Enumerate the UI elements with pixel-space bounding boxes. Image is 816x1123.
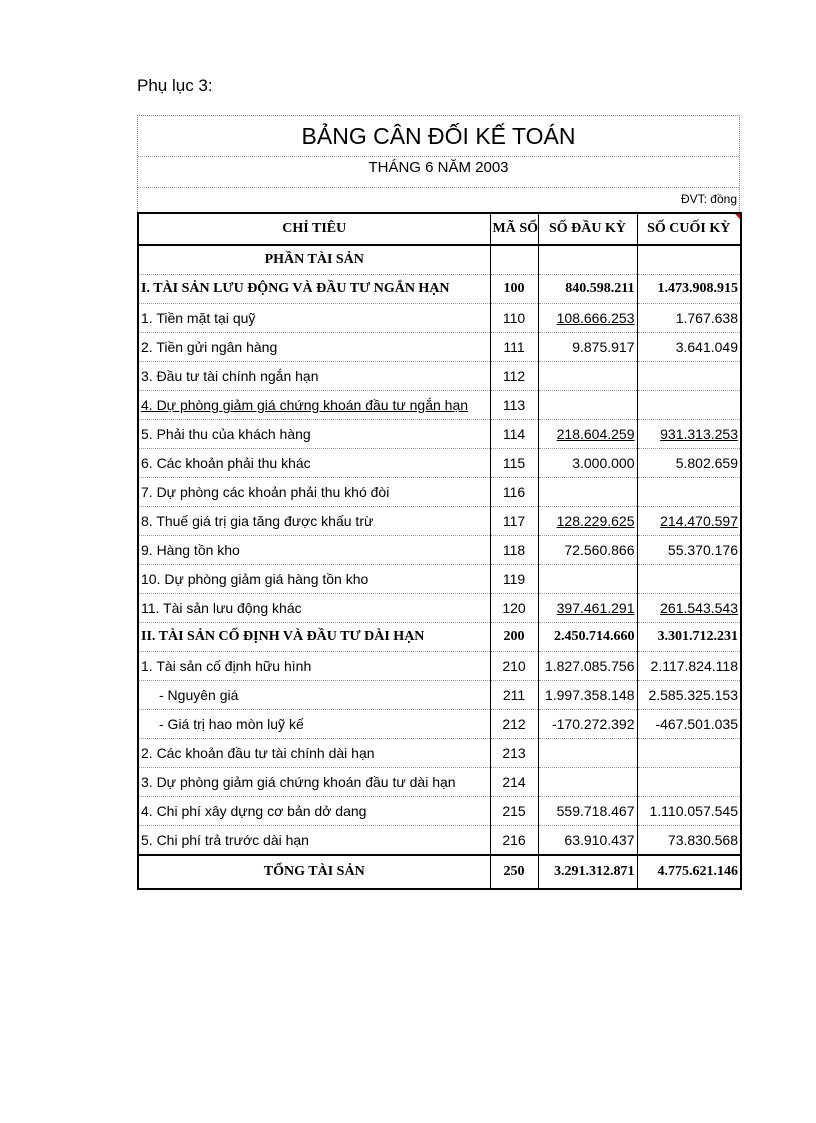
row-end-value: 2.585.325.153 — [637, 681, 741, 710]
row-code: 119 — [490, 565, 538, 594]
row-code: 112 — [490, 362, 538, 391]
row-label: 11. Tài sản lưu động khác — [138, 594, 490, 623]
row-begin-value — [538, 391, 637, 420]
row-begin-value: -170.272.392 — [538, 710, 637, 739]
column-header-row — [138, 213, 741, 245]
table-row — [138, 826, 741, 856]
table-row — [138, 304, 741, 333]
row-label: 5. Chi phí trả trước dài hạn — [138, 826, 490, 856]
table-row — [138, 768, 741, 797]
table-row — [138, 420, 741, 449]
row-label: 2. Các khoản đầu tư tài chính dài hạn — [138, 739, 490, 768]
column-header-begin: SỐ ĐẦU KỲ — [538, 213, 637, 245]
row-end-value — [637, 768, 741, 797]
row-code: 213 — [490, 739, 538, 768]
sheet-title: BẢNG CÂN ĐỐI KẾ TOÁN — [138, 116, 739, 157]
row-end-value: 3.301.712.231 — [637, 623, 741, 652]
row-end-value-value: 931.313.253 — [660, 426, 738, 442]
sheet-subtitle: THÁNG 6 NĂM 2003 — [138, 157, 739, 188]
table-row — [138, 478, 741, 507]
total-label: TỔNG TÀI SẢN — [138, 855, 490, 889]
row-end-value — [637, 245, 741, 275]
row-label: 9. Hàng tồn kho — [138, 536, 490, 565]
total-code: 250 — [490, 855, 538, 889]
column-header-end — [637, 213, 741, 245]
table-row — [138, 594, 741, 623]
row-begin-value-value: 397.461.291 — [556, 600, 635, 616]
row-label: - Giá trị hao mòn luỹ kế — [138, 710, 490, 739]
row-end-value: 73.830.568 — [637, 826, 741, 856]
table-row — [138, 507, 741, 536]
row-code: 117 — [490, 507, 538, 536]
row-label: 8. Thuế giá trị gia tăng được khấu trừ — [138, 507, 490, 536]
row-begin-value — [538, 362, 637, 391]
table-row — [138, 245, 741, 275]
row-label: PHẦN TÀI SẢN — [138, 245, 490, 275]
row-label: - Nguyên giá — [138, 681, 490, 710]
row-begin-value: 1.997.358.148 — [538, 681, 637, 710]
row-begin-value — [538, 739, 637, 768]
unit-label: ĐVT: đồng — [680, 192, 737, 206]
row-end-value — [637, 362, 741, 391]
row-begin-value — [538, 245, 637, 275]
row-code: 113 — [490, 391, 538, 420]
row-end-value: 1.110.057.545 — [637, 797, 741, 826]
row-label: 3. Đầu tư tài chính ngắn hạn — [138, 362, 490, 391]
row-end-value: 55.370.176 — [637, 536, 741, 565]
total-end-value: 4.775.621.146 — [637, 855, 741, 889]
row-end-value: 5.802.659 — [637, 449, 741, 478]
row-label: 7. Dự phòng các khoản phải thu khó đòi — [138, 478, 490, 507]
row-code: 118 — [490, 536, 538, 565]
row-code: 211 — [490, 681, 538, 710]
row-end-value — [637, 594, 741, 623]
row-begin-value: 72.560.866 — [538, 536, 637, 565]
row-begin-value-value: 128.229.625 — [556, 513, 635, 529]
row-code: 200 — [490, 623, 538, 652]
row-begin-value: 1.827.085.756 — [538, 652, 637, 681]
row-label: 10. Dự phòng giảm giá hàng tồn kho — [138, 565, 490, 594]
sheet-header — [137, 115, 740, 212]
row-begin-value — [538, 768, 637, 797]
row-label: I. TÀI SẢN LƯU ĐỘNG VÀ ĐẦU TƯ NGẮN HẠN — [138, 275, 490, 304]
table-row — [138, 391, 741, 420]
total-begin-value: 3.291.312.871 — [538, 855, 637, 889]
table-row — [138, 652, 741, 681]
row-code: 111 — [490, 333, 538, 362]
total-row — [138, 855, 741, 889]
row-label: 1. Tiền mặt tại quỹ — [138, 304, 490, 333]
row-end-value: 1.767.638 — [637, 304, 741, 333]
row-code: 214 — [490, 768, 538, 797]
row-begin-value — [538, 594, 637, 623]
row-end-value-value: 214.470.597 — [660, 513, 738, 529]
column-header-indicator: CHỈ TIÊU — [138, 213, 490, 245]
table-row — [138, 275, 741, 304]
row-label-value: 4. Dự phòng giảm giá chứng khoán đầu tư ngắn hạn — [141, 397, 469, 413]
row-code: 212 — [490, 710, 538, 739]
row-end-value: 3.641.049 — [637, 333, 741, 362]
row-code: 216 — [490, 826, 538, 856]
row-code: 114 — [490, 420, 538, 449]
row-end-value: 2.117.824.118 — [637, 652, 741, 681]
row-end-value — [637, 739, 741, 768]
row-label: 1. Tài sản cố định hữu hình — [138, 652, 490, 681]
row-begin-value: 2.450.714.660 — [538, 623, 637, 652]
appendix-label: Phụ lục 3: — [137, 76, 213, 95]
row-begin-value-value: 218.604.259 — [556, 426, 635, 442]
row-begin-value — [538, 507, 637, 536]
table-row — [138, 449, 741, 478]
row-label: II. TÀI SẢN CỐ ĐỊNH VÀ ĐẦU TƯ DÀI HẠN — [138, 623, 490, 652]
row-begin-value: 63.910.437 — [538, 826, 637, 856]
table-row — [138, 797, 741, 826]
row-begin-value — [538, 420, 637, 449]
row-end-value — [637, 507, 741, 536]
column-header-end-label: SỐ CUỐI KỲ — [647, 221, 731, 236]
row-code — [490, 245, 538, 275]
row-begin-value — [538, 304, 637, 333]
row-label: 6. Các khoản phải thu khác — [138, 449, 490, 478]
row-code: 210 — [490, 652, 538, 681]
table-row — [138, 681, 741, 710]
column-header-code: MÃ SỐ — [490, 213, 538, 245]
row-label: 5. Phải thu của khách hàng — [138, 420, 490, 449]
row-begin-value: 3.000.000 — [538, 449, 637, 478]
row-end-value — [637, 478, 741, 507]
row-end-value — [637, 565, 741, 594]
table-row — [138, 333, 741, 362]
row-end-value — [637, 391, 741, 420]
row-label — [138, 391, 490, 420]
table-row — [138, 536, 741, 565]
table-row — [138, 623, 741, 652]
row-code: 110 — [490, 304, 538, 333]
row-label: 2. Tiền gửi ngân hàng — [138, 333, 490, 362]
row-code: 120 — [490, 594, 538, 623]
row-code: 215 — [490, 797, 538, 826]
table-row — [138, 362, 741, 391]
table-row — [138, 739, 741, 768]
row-code: 115 — [490, 449, 538, 478]
balance-table — [137, 212, 742, 890]
table-row — [138, 565, 741, 594]
table-row — [138, 710, 741, 739]
balance-sheet — [137, 115, 740, 890]
row-begin-value — [538, 478, 637, 507]
row-end-value — [637, 420, 741, 449]
row-begin-value: 559.718.467 — [538, 797, 637, 826]
row-begin-value: 840.598.211 — [538, 275, 637, 304]
row-code: 116 — [490, 478, 538, 507]
row-label: 4. Chi phí xây dựng cơ bản dở dang — [138, 797, 490, 826]
row-label: 3. Dự phòng giảm giá chứng khoán đầu tư dài hạn — [138, 768, 490, 797]
comment-marker-icon — [735, 214, 740, 219]
row-end-value-value: 261.543.543 — [660, 600, 738, 616]
row-begin-value — [538, 565, 637, 594]
row-begin-value: 9.875.917 — [538, 333, 637, 362]
row-begin-value-value: 108.666.253 — [556, 310, 635, 326]
row-end-value: 1.473.908.915 — [637, 275, 741, 304]
row-code: 100 — [490, 275, 538, 304]
row-end-value: -467.501.035 — [637, 710, 741, 739]
